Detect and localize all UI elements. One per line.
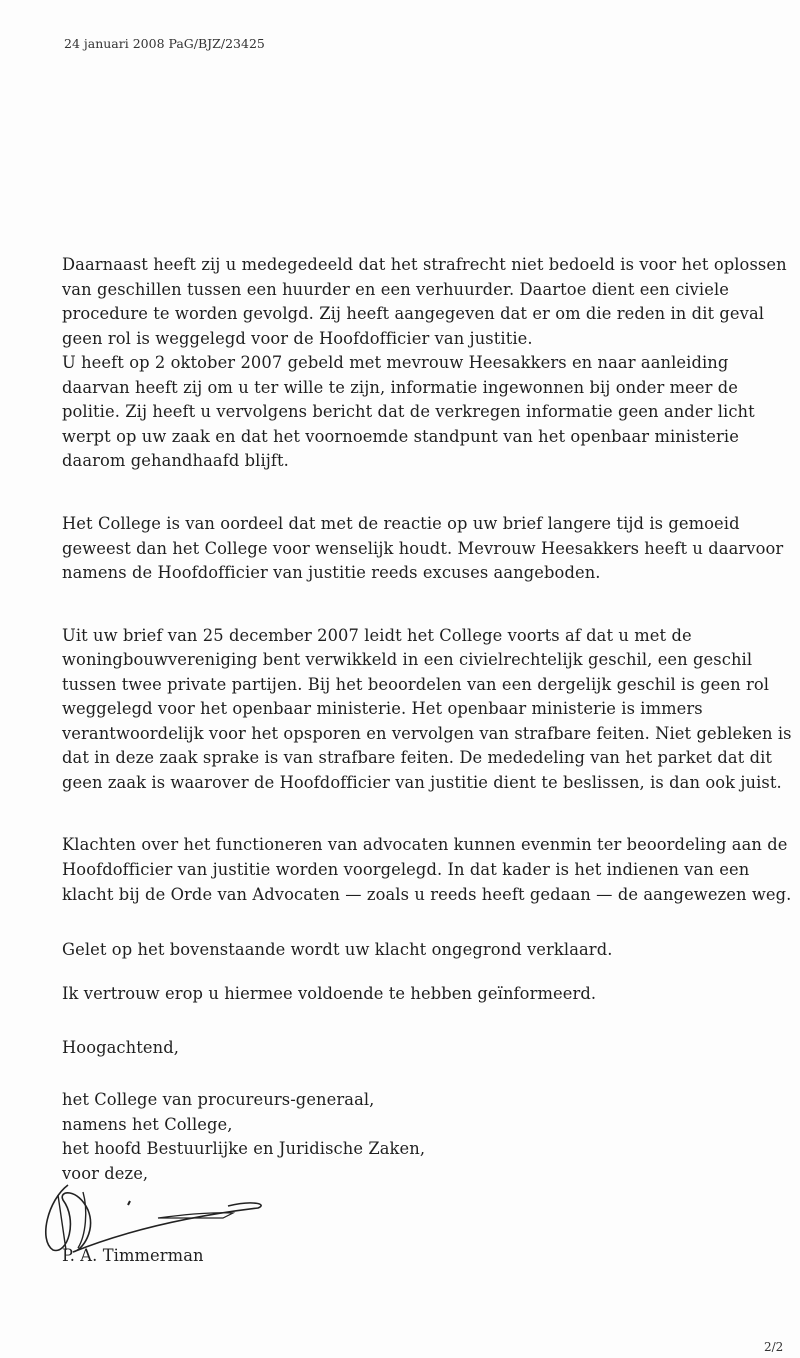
text-line: klacht bij de Orde van Advocaten — zoals u reeds heeft gedaan — de aangewezen weg. [62, 885, 792, 904]
text-line: het College van procureurs-generaal, [62, 1090, 375, 1109]
text-line: namens het College, [62, 1115, 233, 1134]
text-line: voor deze, [62, 1164, 149, 1183]
text-line: U heeft op 2 oktober 2007 gebeld met mevrouw Heesakkers en naar aanleiding [62, 353, 729, 372]
text-line: verantwoordelijk voor het opsporen en vervolgen van strafbare feiten. Niet gebleken is [62, 724, 792, 743]
text-line: namens de Hoofdofficier van justitie reeds excuses aangeboden. [62, 563, 601, 582]
text-line: Hoogachtend, [62, 1038, 179, 1057]
text-line: het hoofd Bestuurlijke en Juridische Zaken, [62, 1139, 426, 1158]
text-line: geen zaak is waarover de Hoofdofficier van justitie dient te beslissen, is dan ook juist. [62, 773, 782, 792]
text-line: werpt op uw zaak en dat het voornoemde standpunt van het openbaar ministerie [62, 427, 739, 446]
text-line: procedure te worden gevolgd. Zij heeft aangegeven dat er om die reden in dit geval [62, 304, 765, 323]
text-line: van geschillen tussen een huurder en een verhuurder. Daartoe dient een civiele [62, 280, 730, 299]
text-line: Gelet op het bovenstaande wordt uw klacht ongegrond verklaard. [62, 940, 613, 959]
text-line: Hoofdofficier van justitie worden voorgelegd. In dat kader is het indienen van een [62, 860, 750, 879]
text-line: Uit uw brief van 25 december 2007 leidt het College voorts af dat u met de [62, 626, 692, 645]
text-line: Daarnaast heeft zij u medegedeeld dat het strafrecht niet bedoeld is voor het oplossen [62, 255, 787, 274]
signatory-name: P. A. Timmerman [62, 1246, 204, 1265]
page-number: 2/2 [764, 1340, 784, 1354]
text-line: daarom gehandhaafd blijft. [62, 451, 289, 470]
text-line: daarvan heeft zij om u ter wille te zijn, informatie ingewonnen bij onder meer de [62, 378, 739, 397]
document-reference-header: 24 januari 2008 PaG/BJZ/23425 [64, 36, 265, 51]
text-line: tussen twee private partijen. Bij het beoordelen van een dergelijk geschil is geen rol [62, 675, 770, 694]
text-line: woningbouwvereniging bent verwikkeld in een civielrechtelijk geschil, een geschil [62, 650, 753, 669]
text-line: dat in deze zaak sprake is van strafbare feiten. De mededeling van het parket dat dit [62, 748, 773, 767]
text-line: Ik vertrouw erop u hiermee voldoende te hebben geïnformeerd. [62, 984, 597, 1003]
text-line: weggelegd voor het openbaar ministerie. Het openbaar ministerie is immers [62, 699, 703, 718]
text-line: politie. Zij heeft u vervolgens bericht dat de verkregen informatie geen ander licht [62, 402, 755, 421]
text-line: geen rol is weggelegd voor de Hoofdofficier van justitie. [62, 329, 533, 348]
text-line: Klachten over het functioneren van advocaten kunnen evenmin ter beoordeling aan de [62, 835, 788, 854]
text-line: geweest dan het College voor wenselijk houdt. Mevrouw Heesakkers heeft u daarvoor [62, 539, 784, 558]
handwritten-signature [38, 1180, 278, 1260]
text-line: Het College is van oordeel dat met de reactie op uw brief langere tijd is gemoeid [62, 514, 740, 533]
